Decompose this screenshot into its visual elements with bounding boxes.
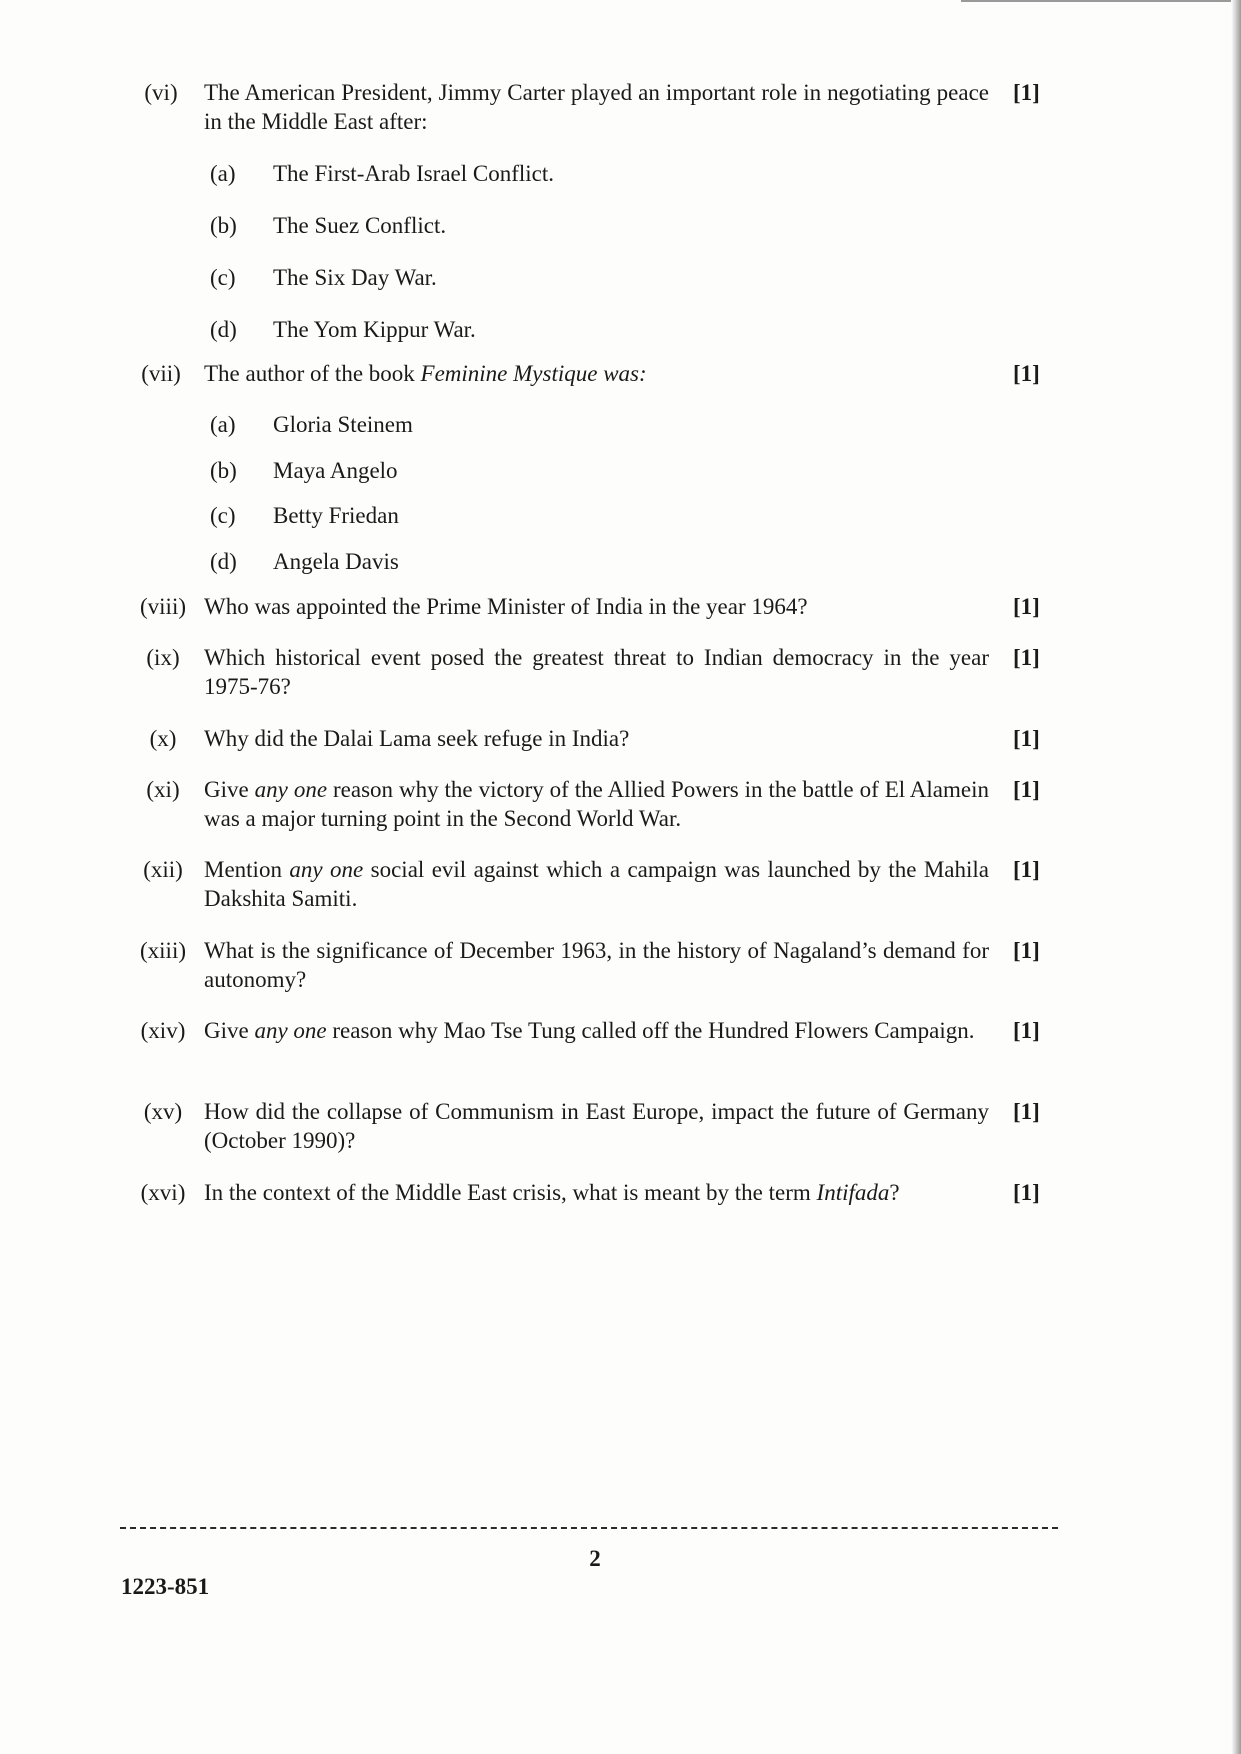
emphasis: any one <box>254 1018 327 1043</box>
marks: [1] <box>1013 726 1040 751</box>
option-text: Angela Davis <box>273 549 399 574</box>
marks: [1] <box>1013 645 1040 670</box>
question-text <box>204 855 989 913</box>
emphasis: any one <box>289 857 364 882</box>
question-number: (xvi) <box>140 1180 186 1205</box>
option-text: The First-Arab Israel Conflict. <box>273 161 555 186</box>
question-text: Which historical event posed the greatest threat to Indian democracy in the year 1975-76? <box>204 645 989 699</box>
option-text: Maya Angelo <box>273 458 398 483</box>
marks: [1] <box>1013 777 1040 802</box>
marks: [1] <box>1013 1180 1040 1205</box>
question-text <box>204 1016 989 1045</box>
question-number: (vi) <box>144 80 178 105</box>
question-text: Why did the Dalai Lama seek refuge in India? <box>204 726 630 751</box>
question-text-plain: Give <box>204 1018 255 1043</box>
book-title: Feminine Mystique was: <box>420 361 647 386</box>
question-text-plain: Mention <box>204 857 290 882</box>
option-label: (b) <box>210 458 237 483</box>
question-number: (xii) <box>143 857 183 882</box>
scan-edge-shadow <box>1231 0 1241 1754</box>
option-text: Gloria Steinem <box>273 412 413 437</box>
question-text: The American President, Jimmy Carter played an important role in negotiating peace in the Middle East after: <box>204 80 989 134</box>
question-number: (ix) <box>146 645 180 670</box>
marks: [1] <box>1013 594 1040 619</box>
paper-code: 1223-851 <box>121 1574 210 1599</box>
option-label: (d) <box>210 549 237 574</box>
question-text-plain: reason why the victory of the Allied Powers in the battle of El Alamein was a major turning point in the Second World War. <box>204 777 990 831</box>
marks: [1] <box>1013 1099 1040 1124</box>
question-text-plain: The author of the book <box>204 361 421 386</box>
question-text: Who was appointed the Prime Minister of India in the year 1964? <box>204 594 808 619</box>
marks: [1] <box>1013 938 1040 963</box>
question-number: (x) <box>149 726 177 751</box>
question-text <box>204 775 989 833</box>
option-label: (c) <box>210 503 236 528</box>
question-number: (xi) <box>146 777 180 802</box>
emphasis: any one <box>254 777 328 802</box>
question-text-plain: In the context of the Middle East crisis, what is meant by the term <box>204 1180 817 1205</box>
question-number: (xiii) <box>140 938 186 963</box>
option-label: (a) <box>210 412 236 437</box>
marks: [1] <box>1013 361 1040 386</box>
question-number: (xv) <box>143 1099 183 1124</box>
question-text <box>204 1178 989 1207</box>
question-text: What is the significance of December 1963, in the history of Nagaland’s demand for autonomy? <box>204 938 989 992</box>
term: Intifada <box>816 1180 890 1205</box>
option-text: Betty Friedan <box>273 503 399 528</box>
question-text-plain: social evil against which a campaign was launched by the Mahila Dakshita Samiti. <box>204 857 989 911</box>
scan-edge-line <box>961 0 1241 2</box>
question-text-plain: Give <box>204 777 255 802</box>
question-text: How did the collapse of Communism in East Europe, impact the future of Germany (October 1990)? <box>204 1099 989 1153</box>
marks: [1] <box>1013 1018 1040 1043</box>
page-number: 2 <box>589 1546 601 1571</box>
question-text-plain: ? <box>889 1180 900 1205</box>
option-text: The Yom Kippur War. <box>273 317 476 342</box>
question-text-plain: reason why Mao Tse Tung called off the Hundred Flowers Campaign. <box>326 1018 975 1043</box>
question-number: (vii) <box>141 361 181 386</box>
question-text <box>204 359 989 388</box>
option-text: The Suez Conflict. <box>273 213 447 238</box>
option-label: (a) <box>210 161 236 186</box>
footer-divider <box>120 1527 1058 1529</box>
option-label: (d) <box>210 317 237 342</box>
option-text: The Six Day War. <box>273 265 437 290</box>
option-label: (b) <box>210 213 237 238</box>
marks: [1] <box>1013 857 1040 882</box>
question-number: (viii) <box>140 594 186 619</box>
option-label: (c) <box>210 265 236 290</box>
question-number: (xiv) <box>140 1018 186 1043</box>
marks: [1] <box>1013 80 1040 105</box>
